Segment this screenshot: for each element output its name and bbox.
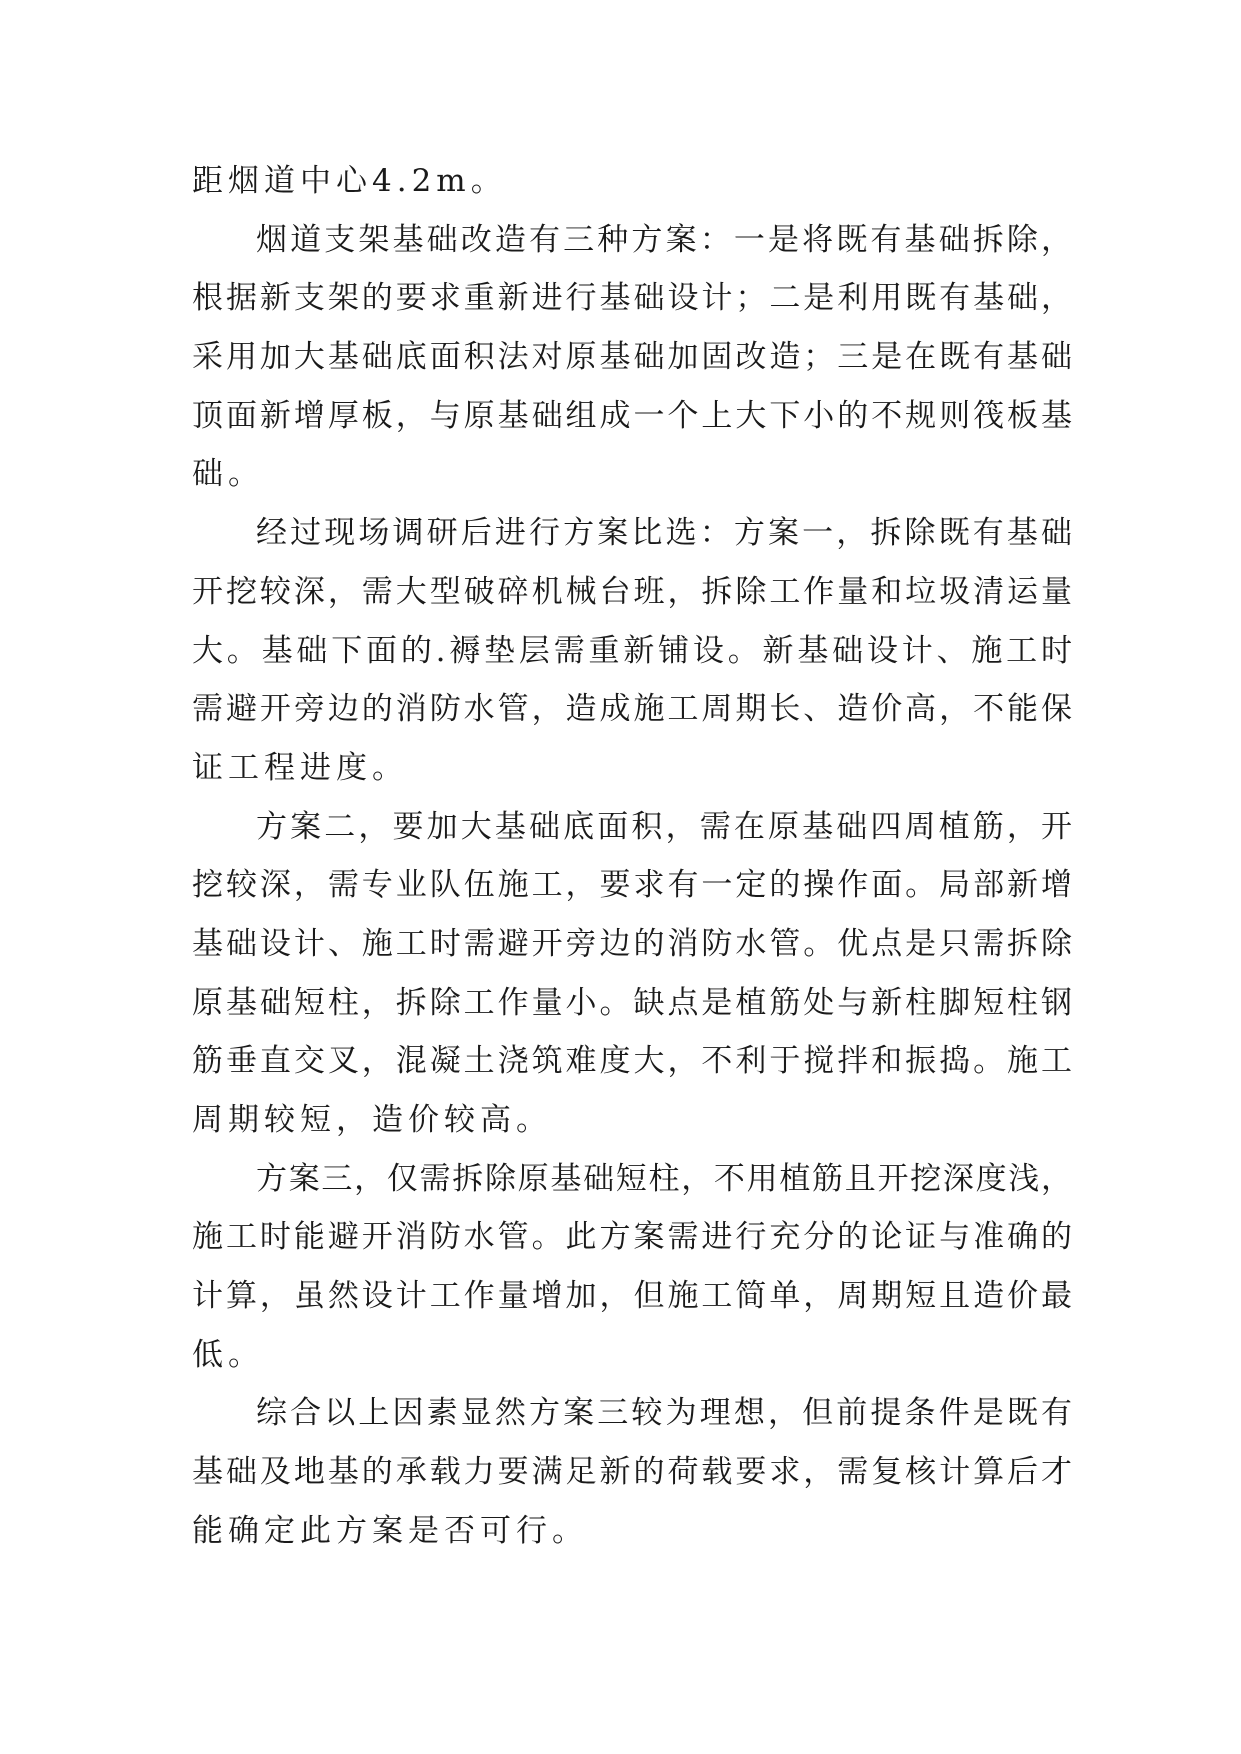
paragraph-line: 烟道支架基础改造有三种方案：一是将既有基础拆除，: [256, 221, 1072, 258]
document-body: [192, 152, 1072, 1561]
paragraph-scheme-one: [192, 504, 1072, 797]
paragraph-line: 施工时能避开消防水管。此方案需进行充分的论证与准确的: [192, 1219, 1072, 1256]
paragraph-line: 开挖较深，需大型破碎机械台班，拆除工作量和垃圾清运量: [192, 573, 1072, 610]
paragraph-line: 筋垂直交叉，混凝土浇筑难度大，不利于搅拌和振捣。施工: [192, 1043, 1072, 1080]
paragraph-line: 能确定此方案是否可行。: [192, 1512, 588, 1549]
paragraph-line: 基础及地基的承载力要满足新的荷载要求，需复核计算后才: [192, 1454, 1072, 1491]
paragraph-line: 大。基础下面的.褥垫层需重新铺设。新基础设计、施工时: [192, 632, 1072, 669]
paragraph-line: 低。: [192, 1336, 264, 1373]
paragraph-conclusion: [192, 1384, 1072, 1560]
paragraph-scheme-three: [192, 1150, 1072, 1385]
paragraph-line: 需避开旁边的消防水管，造成施工周期长、造价高，不能保: [192, 691, 1072, 728]
paragraph-line: 证工程进度。: [192, 749, 408, 786]
paragraph-line: 综合以上因素显然方案三较为理想，但前提条件是既有: [256, 1395, 1072, 1432]
paragraph-line: 根据新支架的要求重新进行基础设计；二是利用既有基础，: [192, 280, 1072, 317]
paragraph-line: 采用加大基础底面积法对原基础加固改造；三是在既有基础: [192, 339, 1072, 376]
paragraph-intro: [192, 152, 1072, 211]
paragraph-three-schemes: [192, 211, 1072, 504]
paragraph-line: 周期较短，造价较高。: [192, 1102, 552, 1138]
paragraph-scheme-two: [192, 798, 1072, 1150]
paragraph-line: 基础设计、施工时需避开旁边的消防水管。优点是只需拆除: [192, 925, 1072, 962]
paragraph-line: 原基础短柱，拆除工作量小。缺点是植筋处与新柱脚短柱钢: [192, 984, 1072, 1021]
paragraph-line: 方案三，仅需拆除原基础短柱，不用植筋且开挖深度浅，: [256, 1160, 1072, 1197]
paragraph-line: 经过现场调研后进行方案比选：方案一，拆除既有基础: [256, 515, 1072, 552]
paragraph-line: 距烟道中心4.2m。: [192, 163, 507, 199]
paragraph-line: 挖较深，需专业队伍施工，要求有一定的操作面。局部新增: [192, 867, 1072, 904]
paragraph-line: 础。: [192, 456, 264, 493]
paragraph-line: 顶面新增厚板，与原基础组成一个上大下小的不规则筏板基: [192, 397, 1072, 434]
paragraph-line: 计算，虽然设计工作量增加，但施工简单，周期短且造价最: [192, 1278, 1072, 1315]
paragraph-line: 方案二，要加大基础底面积，需在原基础四周植筋，开: [256, 808, 1072, 845]
